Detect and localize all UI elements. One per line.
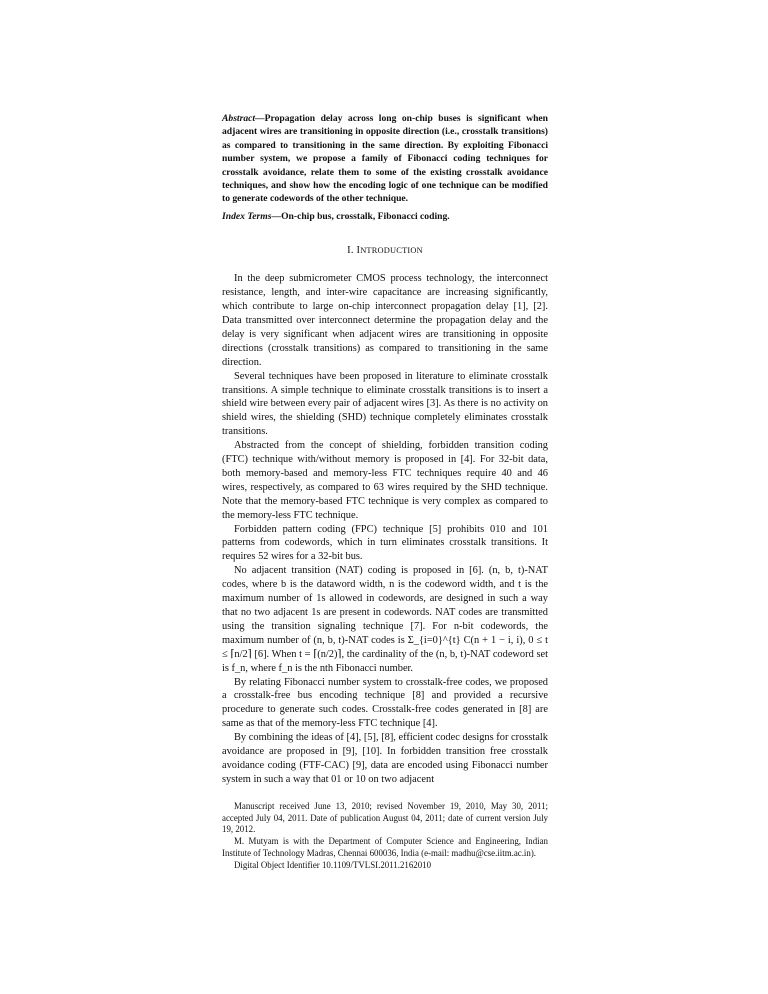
paragraph: Forbidden pattern coding (FPC) technique [5] prohibits 010 and 101 patterns from codewords, which in turn eliminates crosstalk transitions. It requires 52 wires for a 32-bit bus. — [222, 523, 548, 563]
index-terms-text: On-chip bus, crosstalk, Fibonacci coding. — [281, 210, 450, 222]
abstract-lead: Abstract— — [222, 113, 265, 124]
paragraph: By relating Fibonacci number system to crosstalk-free codes, we proposed a crosstalk-free bus encoding technique [8] and provided a recursive procedure to generate such codes. Crosstalk-free codes generated in [8] are same as that of the memory-less FTC technique [4]. — [222, 676, 548, 730]
abstract — [222, 112, 548, 206]
footnote-author: M. Mutyam is with the Department of Computer Science and Engineering, Indian Institute of Technology Madras, Chennai 600036, India (e-mail: madhu@cse.iitm.ac.in). — [222, 836, 548, 858]
body-text — [222, 272, 548, 787]
footnote-block — [222, 801, 548, 872]
paragraph: In the deep submicrometer CMOS process technology, the interconnect resistance, length, and inter-wire capacitance are increasing significantly, which contribute to large on-chip interconnect propagation delay [1], [2]. Data transmitted over interconnect determine the propagation delay and the delay is very significant when adjacent wires are transitioning in opposite directions (crosstalk transitions) as compared to transitioning in the same direction. — [222, 273, 548, 368]
paragraph: By combining the ideas of [4], [5], [8], efficient codec designs for crosstalk avoidance are proposed in [9], [10]. In forbidden transition free crosstalk avoidance coding (FTF-CAC) [9], data are encoded using Fibonacci number system in such a way that 01 or 10 on two adjacent — [222, 732, 548, 785]
footnote-manuscript: Manuscript received June 13, 2010; revised November 19, 2010, May 30, 2011; accepted July 04, 2011. Date of publication August 04, 2011; date of current version July 19, 2012. — [222, 800, 548, 835]
paragraph: No adjacent transition (NAT) coding is proposed in [6]. (n, b, t)-NAT codes, where b is the dataword width, n is the codeword width, and t is the maximum number of 1s allowed in codewords, are designed in such a way that no two adjacent 1s are present in codewords. NAT codes are transmitted using the transition signaling technique [7]. For n-bit codewords, the maximum number of (n, b, t)-NAT codes is Σ_{i=0}^{t} C(n + 1 − i, i), 0 ≤ t ≤ ⌈n/2⌉ [6]. When t = ⌈(n/2)⌉, the cardinality of the (n, b, t)-NAT codeword set is f_n, where f_n is the nth Fibonacci number. — [222, 565, 548, 674]
section-title-first: I — [356, 245, 361, 257]
index-terms-lead: Index Terms— — [222, 210, 282, 222]
paragraph: Several techniques have been proposed in literature to eliminate crosstalk transitions. A simple technique to eliminate crosstalk transitions is to insert a shield wire between every pair of adjacent wires [3]. As there is no activity on shield wires, the shielding (SHD) technique completely eliminates crosstalk transitions. — [222, 370, 548, 438]
section-title-rest: NTRODUCTION — [360, 246, 423, 256]
section-heading — [222, 245, 548, 256]
paper-page — [222, 92, 548, 872]
abstract-text: Propagation delay across long on-chip buses is significant when adjacent wires are transitioning in opposite direction (i.e., crosstalk transitions) as compared to transitioning in the same direction. By exploiting Fibonacci number system, we propose a family of Fibonacci coding techniques for crosstalk avoidance, relate them to some of the existing crosstalk avoidance techniques, and show how the encoding logic of one technique can be modified to generate codewords of the other technique. — [222, 113, 548, 205]
footnote-doi: Digital Object Identifier 10.1109/TVLSI.2011.2162010 — [234, 859, 432, 870]
index-terms — [222, 210, 548, 223]
section-number: I. — [347, 245, 354, 257]
paragraph: Abstracted from the concept of shielding, forbidden transition coding (FTC) technique with/without memory is proposed in [4]. For 32-bit data, both memory-based and memory-less FTC techniques require 40 and 46 wires, respectively, as compared to 63 wires required by the SHD technique. Note that the memory-based FTC technique is very complex as compared to the memory-less FTC technique. — [222, 440, 548, 521]
